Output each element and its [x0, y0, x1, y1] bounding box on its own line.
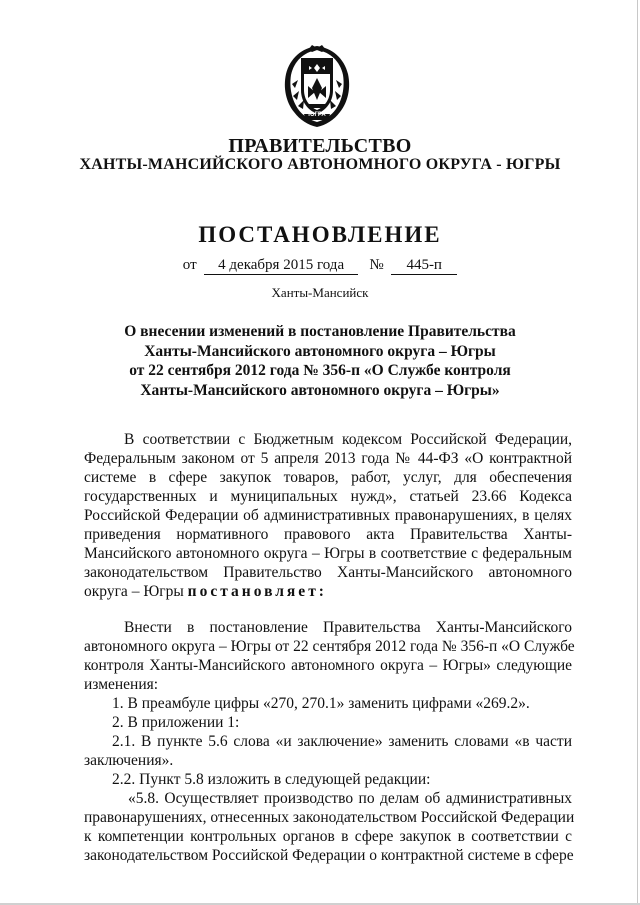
body-line: законодательством Правительство Ханты-Мансийского автономного — [84, 564, 572, 581]
amendment-item: 2.2. Пункт 5.8 изложить в следующей редакции: — [112, 771, 431, 788]
government-title: ПРАВИТЕЛЬСТВО — [228, 135, 412, 157]
body-line: Внести в постановление Правительства Ханты-Мансийского — [124, 619, 572, 636]
body-line: государственных и муниципальных нужд», статьей 23.66 Кодекса — [84, 488, 572, 505]
amendment-item: 2.1. В пункте 5.6 слова «и заключение» заменить словами «в части — [112, 733, 572, 750]
decree-number: 445-п — [391, 257, 457, 275]
body-line: автономного округа – Югры от 22 сентября 2012 года № 356-п «О Службе — [84, 638, 575, 655]
quoted-clause-line: законодательством Российской Федерации о контрактной системе в сфере — [84, 847, 574, 864]
decree-subject — [80, 322, 560, 400]
document-type-heading: ПОСТАНОВЛЕНИЕ — [198, 222, 442, 247]
emblem-caption: ЮГРА — [308, 112, 326, 118]
body-text: округа – Югры — [84, 583, 184, 600]
number-label: № — [369, 257, 384, 273]
quoted-clause-line: «5.8. Осуществляет производство по делам об административных — [128, 790, 572, 807]
from-label: от — [182, 257, 197, 273]
quoted-clause-line: правонарушениях, отнесенных законодательством Российской Федерации — [84, 809, 575, 826]
resolves-keyword: постановляет: — [187, 583, 327, 600]
body-line: Федеральным законом от 5 апреля 2013 года № 44-ФЗ «О контрактной — [84, 450, 572, 467]
body-line: приведения нормативного правового акта Правительства Ханты- — [84, 526, 572, 543]
quoted-clause-line: к компетенции контрольных органов в сфере закупок в соответствии с — [84, 828, 572, 845]
subject-line: Ханты-Мансийского автономного округа – Югры» — [140, 381, 500, 399]
amendment-item: 1. В преамбуле цифры «270, 270.1» заменить цифрами «269.2». — [112, 695, 530, 712]
decree-date: 4 декабря 2015 года — [204, 257, 358, 275]
body-line: В соответствии с Бюджетным кодексом Российской Федерации, — [124, 431, 572, 448]
body-line: контроля Ханты-Мансийского автономного округа – Югры» следующие — [84, 657, 572, 674]
date-number-line — [0, 257, 640, 275]
issue-city: Ханты-Мансийск — [271, 285, 369, 300]
amendment-item: 2. В приложении 1: — [112, 714, 240, 731]
subject-line: от 22 сентября 2012 года № 356-п «О Службе контроля — [129, 362, 511, 379]
body-line: изменения: — [84, 676, 159, 693]
subject-line: О внесении изменений в постановление Правительства — [124, 323, 516, 340]
body-line — [84, 582, 572, 601]
government-subtitle: ХАНТЫ-МАНСИЙСКОГО АВТОНОМНОГО ОКРУГА - ЮГРЫ — [79, 156, 561, 173]
body-line: заключения». — [84, 752, 174, 769]
subject-line: Ханты-Мансийского автономного округа – Югры — [144, 342, 496, 360]
body-line: системе в сфере закупок товаров, работ, услуг, для обеспечения — [84, 469, 572, 486]
body-line: Российской Федерации об административных правонарушениях, в целях — [84, 507, 572, 524]
body-line: Мансийского автономного округа – Югры в соответствие с федеральным — [84, 545, 572, 562]
